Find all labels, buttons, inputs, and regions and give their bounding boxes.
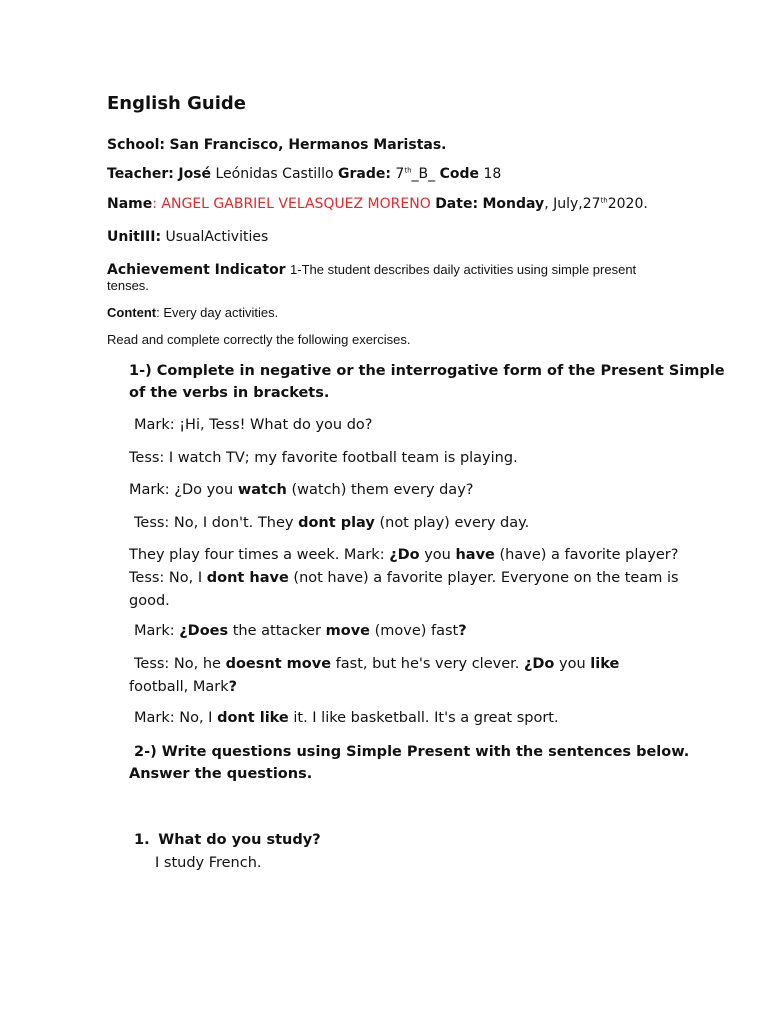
date-label: Date:	[435, 196, 479, 212]
answer-move: move	[325, 623, 370, 639]
name-label: Name	[107, 196, 153, 212]
achievement-text-1: 1-The student describes daily activities using simple present	[290, 262, 637, 277]
content-label: Content	[107, 305, 157, 320]
question-mark: ?	[228, 679, 238, 695]
answer-does: ¿Does	[179, 623, 229, 639]
answer-do: ¿Do	[523, 656, 555, 672]
dialogue-text: They play four times a week. Mark:	[129, 547, 390, 563]
dialogue-text: (not have) a favorite player. Everyone on the team is	[288, 570, 679, 586]
teacher-line	[107, 166, 501, 182]
date-day: Monday	[482, 196, 545, 212]
answer-watch: watch	[237, 482, 287, 498]
date-superscript: th	[600, 196, 608, 205]
school-value: San Francisco, Hermanos Maristas.	[169, 137, 447, 153]
dialogue-line-9	[134, 656, 619, 673]
exercise2-heading-1: 2-) Write questions using Simple Present with the sentences below.	[134, 744, 690, 760]
answer-1: I study French.	[155, 855, 262, 871]
question-text: What do you study?	[158, 832, 321, 848]
answer-have: have	[455, 547, 495, 563]
question-number: 1.	[134, 832, 150, 848]
dialogue-text: Tess: No, I don't. They	[134, 515, 299, 531]
unit-line	[107, 229, 268, 245]
dialogue-text: the attacker	[228, 623, 326, 639]
dialogue-line-1: Mark: ¡Hi, Tess! What do you do?	[134, 417, 373, 433]
grade-superscript: th	[404, 166, 412, 175]
grade-section: _B_	[411, 166, 436, 182]
school-line	[107, 137, 446, 153]
dialogue-text: Mark:	[134, 623, 180, 639]
dialogue-text: Mark: ¿Do you	[129, 482, 238, 498]
achievement-label: Achievement Indicator	[107, 262, 286, 278]
grade-number: 7	[395, 166, 405, 182]
answer-like: like	[590, 656, 620, 672]
answer-do: ¿Do	[389, 547, 420, 563]
dialogue-text: Tess: No, I	[129, 570, 207, 586]
dialogue-line-8	[134, 623, 467, 640]
dialogue-text: (have) a favorite player?	[494, 547, 679, 563]
grade-label: Grade	[338, 166, 386, 182]
dialogue-text: (not play) every day.	[374, 515, 530, 531]
grade-colon: :	[385, 166, 391, 182]
teacher-label: Teacher:	[107, 166, 174, 182]
instruction-text: Read and complete correctly the following exercises.	[107, 332, 411, 347]
date-year: 2020.	[607, 196, 648, 212]
answer-doesnt-move: doesnt move	[225, 656, 332, 672]
exercise1-heading-1: 1-) Complete in negative or the interrogative form of the Present Simple	[129, 363, 725, 379]
dialogue-line-6	[129, 570, 679, 587]
dialogue-line-11	[134, 710, 559, 727]
school-label: School:	[107, 137, 165, 153]
dialogue-line-10	[129, 679, 237, 696]
dialogue-line-2: Tess: I watch TV; my favorite football team is playing.	[129, 450, 518, 466]
dialogue-text: football, Mark	[129, 679, 229, 695]
achievement-text-2: tenses.	[107, 278, 149, 293]
code-label: Code	[439, 166, 480, 182]
content-line	[107, 306, 278, 321]
answer-dont-like: dont like	[217, 710, 289, 726]
unit-value: UsualActivities	[165, 229, 269, 245]
dialogue-line-3	[129, 482, 473, 499]
dialogue-line-4	[134, 515, 529, 532]
exercise1-heading-2: of the verbs in brackets.	[129, 385, 330, 401]
content-value: : Every day activities.	[156, 305, 279, 320]
dialogue-text: fast, but he's very clever.	[331, 656, 524, 672]
student-name: ANGEL GABRIEL VELASQUEZ MORENO	[161, 196, 431, 212]
dialogue-text: (watch) them every day?	[286, 482, 474, 498]
dialogue-text: Mark: No, I	[134, 710, 218, 726]
code-value: 18	[483, 166, 502, 182]
exercise2-heading-2: Answer the questions.	[129, 766, 313, 782]
unit-label: UnitIII:	[107, 229, 162, 245]
question-mark: ?	[458, 623, 467, 639]
dialogue-text: you	[554, 656, 591, 672]
page-title: English Guide	[107, 93, 246, 114]
answer-dont-play: dont play	[298, 515, 375, 531]
dialogue-text: (move) fast	[369, 623, 459, 639]
dialogue-line-7: good.	[129, 593, 170, 609]
name-colon: :	[152, 196, 157, 212]
answer-dont-have: dont have	[206, 570, 289, 586]
question-1	[134, 832, 321, 849]
dialogue-text: you	[419, 547, 456, 563]
dialogue-text: it. I like basketball. It's a great sport.	[288, 710, 559, 726]
achievement-line	[107, 262, 636, 278]
dialogue-line-5	[129, 547, 678, 564]
name-line	[107, 196, 648, 212]
date-value: , July,27	[544, 196, 601, 212]
teacher-first-name: José	[178, 166, 212, 182]
dialogue-text: Tess: No, he	[134, 656, 226, 672]
teacher-rest-name: Leónidas Castillo	[215, 166, 334, 182]
